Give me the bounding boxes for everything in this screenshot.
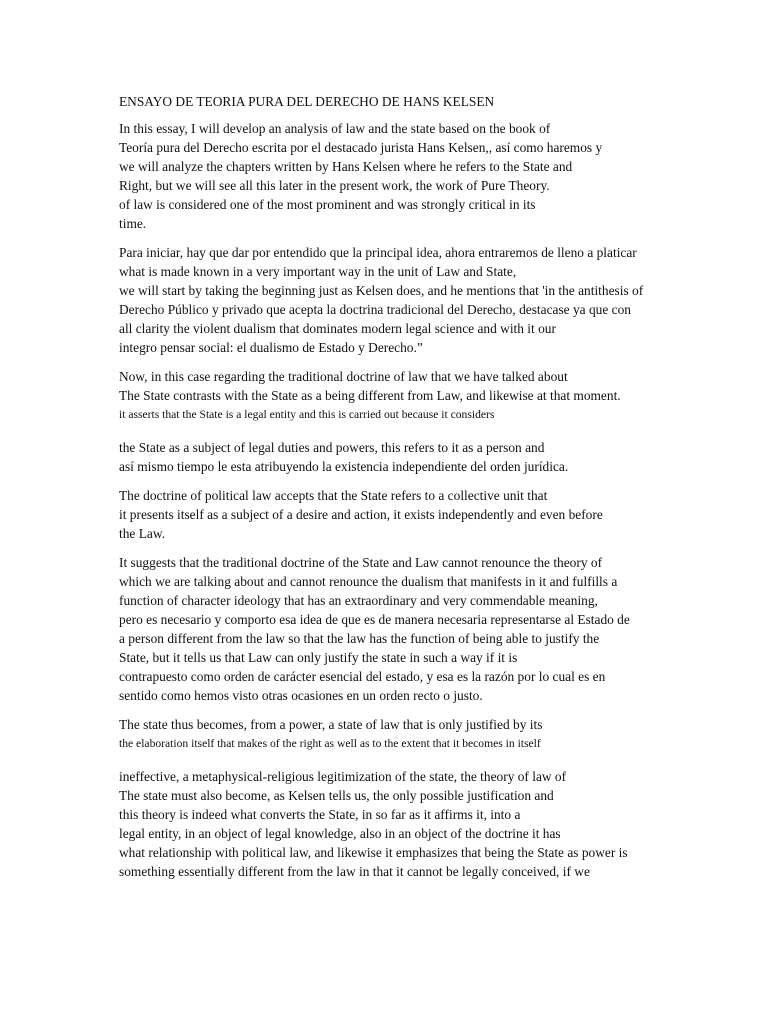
paragraph [119,119,679,233]
text-line: ineffective, a metaphysical-religious legitimization of the state, the theory of law of [119,769,567,784]
paragraph [119,715,679,753]
text-line: The state thus becomes, from a power, a state of law that is only justified by its [119,717,543,732]
text-line: legal entity, in an object of legal knowledge, also in an object of the doctrine it has [119,826,561,841]
text-line: the Law. [119,526,165,541]
text-line: sentido como hemos visto otras ocasiones en un orden recto o justo. [119,688,483,703]
text-line: pero es necesario y comporto esa idea de que es de manera necesaria representarse al Estado de [119,612,630,627]
text-line: Para iniciar, hay que dar por entendido que la principal idea, ahora entraremos de lleno a platicar [119,245,637,260]
document-page [119,92,679,891]
text-line: The State contrasts with the State as a being different from Law, and likewise at that moment. [119,388,621,403]
document-body [119,119,679,881]
text-line: time. [119,216,147,231]
text-line: The state must also become, as Kelsen tells us, the only possible justification and [119,788,554,803]
paragraph [119,367,679,424]
text-line: Now, in this case regarding the traditional doctrine of law that we have talked about [119,369,568,384]
document-title: ENSAYO DE TEORIA PURA DEL DERECHO DE HANS KELSEN [119,94,495,109]
paragraph [119,767,679,881]
paragraph [119,243,679,357]
text-line: function of character ideology that has an extraordinary and very commendable meaning, [119,593,598,608]
text-line: what is made known in a very important way in the unit of Law and State, [119,264,517,279]
paragraph [119,486,679,543]
text-line: what relationship with political law, and likewise it emphasizes that being the State as power is [119,845,628,860]
text-line: it asserts that the State is a legal entity and this is carried out because it considers [119,408,495,421]
text-line: the State as a subject of legal duties and powers, this refers to it as a person and [119,440,545,455]
text-line: Derecho Público y privado que acepta la doctrina tradicional del Derecho, destacase ya que con [119,302,631,317]
text-line: Right, but we will see all this later in the present work, the work of Pure Theory. [119,178,550,193]
text-line: así mismo tiempo le esta atribuyendo la existencia independiente del orden jurídica. [119,459,569,474]
text-line: we will start by taking the beginning just as Kelsen does, and he mentions that 'in the antithesis of [119,283,644,298]
text-line: State, but it tells us that Law can only justify the state in such a way if it is [119,650,518,665]
text-line: It suggests that the traditional doctrine of the State and Law cannot renounce the theory of [119,555,603,570]
text-line: this theory is indeed what converts the State, in so far as it affirms it, into a [119,807,521,822]
text-line: of law is considered one of the most prominent and was strongly critical in its [119,197,536,212]
text-line: contrapuesto como orden de carácter esencial del estado, y esa es la razón por lo cual es en [119,669,606,684]
text-line: it presents itself as a subject of a desire and action, it exists independently and even before [119,507,603,522]
text-line: integro pensar social: el dualismo de Estado y Derecho.” [119,340,423,355]
text-line: which we are talking about and cannot renounce the dualism that manifests in it and fulfills a [119,574,618,589]
text-line: In this essay, I will develop an analysis of law and the state based on the book of [119,121,551,136]
text-line: The doctrine of political law accepts that the State refers to a collective unit that [119,488,548,503]
text-line: a person different from the law so that the law has the function of being able to justify the [119,631,600,646]
text-line: we will analyze the chapters written by Hans Kelsen where he refers to the State and [119,159,573,174]
text-line: the elaboration itself that makes of the right as well as to the extent that it becomes in itself [119,737,541,750]
text-line: something essentially different from the law in that it cannot be legally conceived, if we [119,864,590,879]
paragraph [119,553,679,705]
text-line: all clarity the violent dualism that dominates modern legal science and with it our [119,321,556,336]
text-line: Teoría pura del Derecho escrita por el destacado jurista Hans Kelsen,, así como haremos y [119,140,603,155]
paragraph [119,438,679,476]
